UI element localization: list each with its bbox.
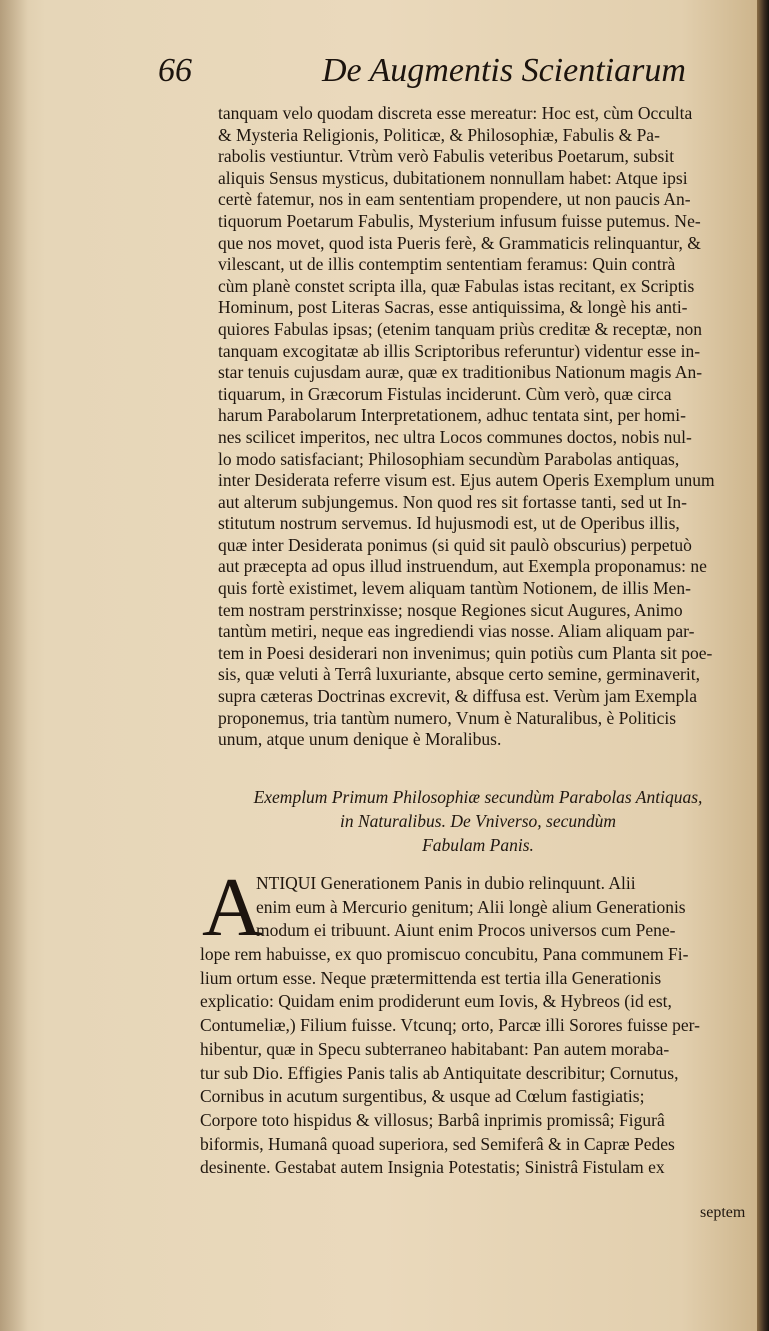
running-head: De Augmentis Scientiarum	[322, 52, 686, 89]
text-line: tanquam excogitatæ ab illis Scriptoribus referuntur) videntur esse in-	[218, 340, 701, 361]
text-line: certè fatemur, nos in eam sententiam propendere, ut non paucis An-	[218, 189, 691, 210]
catchword: septem	[700, 1204, 746, 1221]
text-line: proponemus, tria tantùm numero, Vnum è Naturalibus, è Politicis	[218, 707, 677, 728]
text-line: star tenuis cujusdam auræ, quæ ex traditionibus Nationum magis An-	[218, 362, 703, 383]
text-line: & Mysteria Religionis, Politicæ, & Philosophiæ, Fabulis & Pa-	[218, 124, 660, 145]
text-line: lium ortum esse. Neque prætermittenda est tertia illa Generationis	[200, 967, 662, 988]
text-line: inter Desiderata referre visum est. Ejus autem Operis Exemplum unum	[218, 470, 715, 491]
text-line: Hominum, post Literas Sacras, esse antiquissima, & longè his anti-	[218, 297, 688, 318]
main-text-block	[218, 103, 738, 751]
page-edge-shadow	[757, 0, 769, 1331]
text-line: NTIQUI Generationem Panis in dubio relinquunt. Alii	[256, 873, 636, 893]
text-line: supra cæteras Doctrinas excrevit, & diffusa est. Verùm jam Exempla	[218, 686, 698, 707]
text-line: harum Parabolarum Interpretationem, adhuc tentata sint, per homi-	[218, 405, 686, 426]
text-line: aut alterum subjungemus. Non quod res sit fortasse tanti, sed ut In-	[218, 491, 688, 512]
text-line: vilescant, ut de illis contemptim sententiam feramus: Quin contrà	[218, 254, 676, 275]
text-line: stitutum nostrum servemus. Id hujusmodi est, ut de Operibus illis,	[218, 513, 680, 534]
section-heading-line: Exemplum Primum Philosophiæ secundùm Parabolas Antiquas,	[253, 787, 703, 807]
drop-cap: A	[202, 861, 263, 954]
text-line: tem nostram perstrinxisse; nosque Regiones sicut Augures, Animo	[218, 599, 683, 620]
section-heading-line: Fabulam Panis.	[422, 835, 534, 855]
text-line: desinente. Gestabat autem Insignia Potestatis; Sinistrâ Fistulam ex	[200, 1157, 665, 1178]
text-line: quæ inter Desiderata ponimus (si quid sit paulò obscurius) perpetuò	[218, 534, 692, 555]
text-line: explicatio: Quidam enim prodiderunt eum Iovis, & Hybreos (id est,	[200, 991, 672, 1012]
text-line: que nos movet, quod ista Pueris ferè, & Grammaticis relinquantur, &	[218, 232, 701, 253]
text-line: tem in Poesi desiderari non invenimus; quin potiùs cum Planta sit poe-	[218, 642, 713, 663]
text-line: quis fortè existimet, levem aliquam tantùm Notionem, de illis Men-	[218, 578, 691, 599]
text-line: rabolis vestiuntur. Vtrùm verò Fabulis veteribus Poetarum, subsit	[218, 146, 675, 167]
text-line: cùm planè constet scripta illa, quæ Fabulas istas recitant, ex Scriptis	[218, 275, 695, 296]
text-line: lo modo satisfaciant; Philosophiam secundùm Parabolas antiquas,	[218, 448, 680, 469]
text-line: modum ei tribuunt. Aiunt enim Procos universos cum Pene-	[256, 920, 676, 941]
text-line: Contumeliæ,) Filium fuisse. Vtcunq; orto, Parcæ illi Sorores fuisse per-	[200, 1015, 700, 1036]
text-line: biformis, Humanâ quoad superiora, sed Semiferâ & in Capræ Pedes	[200, 1133, 675, 1154]
text-line: enim eum à Mercurio genitum; Alii longè alium Generationis	[256, 896, 686, 917]
text-line: tiquarum, in Græcorum Fistulas inciderunt. Cùm verò, quæ circa	[218, 383, 672, 404]
text-line: tur sub Dio. Effigies Panis talis ab Antiquitate describitur; Cornutus,	[200, 1062, 679, 1083]
text-line: sis, quæ veluti à Terrâ luxuriante, absque certo semine, germinaverit,	[218, 664, 700, 685]
text-line: tiquorum Poetarum Fabulis, Mysterium infusum fuisse putemus. Ne-	[218, 210, 701, 231]
text-line: hibentur, quæ in Specu subterraneo habitabant: Pan autem moraba-	[200, 1038, 670, 1059]
text-line: tanquam velo quodam discreta esse mereatur: Hoc est, cùm Occulta	[218, 103, 693, 123]
text-line: nes scilicet imperitos, nec ultra Locos communes doctos, nobis nul-	[218, 426, 692, 447]
page-number: 66	[158, 52, 192, 89]
section-heading-line: in Naturalibus. De Vniverso, secundùm	[339, 811, 617, 831]
fable-text-block	[200, 872, 740, 1180]
text-line: quiores Fabulas ipsas; (etenim tanquam priùs creditæ & receptæ, non	[218, 318, 703, 339]
text-line: aut præcepta ad opus illud instruendum, aut Exempla proponamus: ne	[218, 556, 707, 577]
text-line: aliquis Sensus mysticus, dubitationem nonnullam habet: Atque ipsi	[218, 167, 688, 188]
text-line: Corpore toto hispidus & villosus; Barbâ inprimis promissâ; Figurâ	[200, 1109, 665, 1130]
text-line: tantùm metiri, neque eas ingrediendi vias nosse. Aliam aliquam par-	[218, 621, 695, 642]
section-heading	[218, 785, 738, 857]
text-line: lope rem habuisse, ex quo promiscuo concubitu, Pana communem Fi-	[200, 944, 689, 965]
text-line: unum, atque unum denique è Moralibus.	[218, 729, 502, 750]
page-binding-shadow	[0, 0, 28, 1331]
text-line: Cornibus in acutum surgentibus, & usque ad Cœlum fastigiatis;	[200, 1086, 645, 1107]
